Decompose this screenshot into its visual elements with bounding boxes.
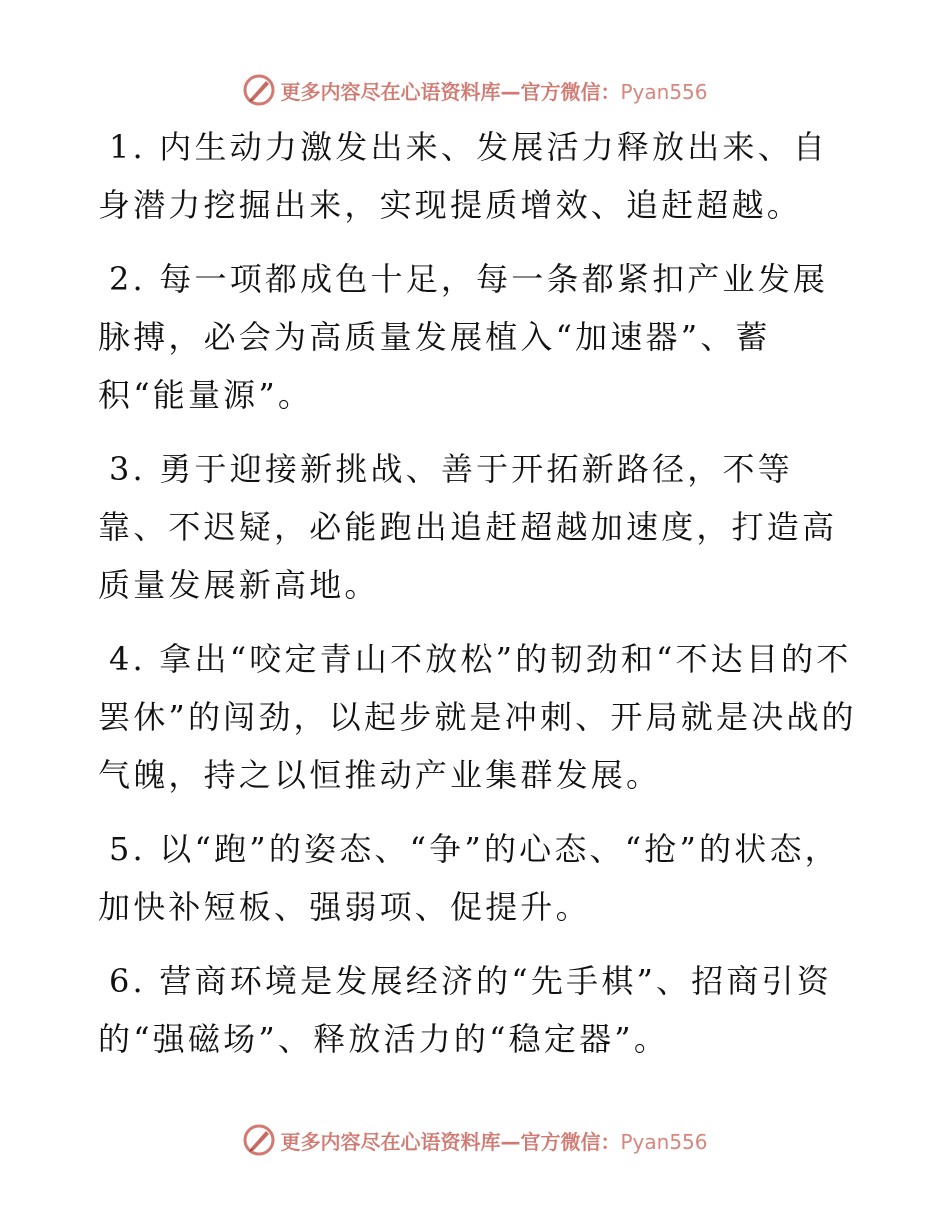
header-watermark-text: 更多内容尽在心语资料库—官方微信： bbox=[280, 79, 621, 104]
footer-watermark-account: Pyan556 bbox=[620, 1129, 708, 1154]
list-item-2: 2. 每一项都成色十足，每一条都紧扣产业发展脉搏，必会为高质量发展植入“加速器”、蓄积“能量源”。 bbox=[98, 260, 829, 414]
header-watermark-account: Pyan556 bbox=[620, 79, 708, 104]
list-item-5: 5. 以“跑”的姿态、“争”的心态、“抢”的状态，加快补短板、强弱项、促提升。 bbox=[98, 830, 840, 926]
list-item-4: 4. 拿出“咬定青山不放松”的韧劲和“不达目的不罢休”的闯劲，以起步就是冲刺、开局就是决战的气魄，持之以恒推动产业集群发展。 bbox=[98, 640, 857, 794]
footer-watermark bbox=[0, 1120, 950, 1160]
pen-logo-icon bbox=[242, 73, 276, 107]
list-item-1: 1. 内生动力激发出来、发展活力释放出来、自身潜力挖掘出来，实现提质增效、追赶超越。 bbox=[98, 128, 829, 224]
list-item-3: 3. 勇于迎接新挑战、善于开拓新路径，不等靠、不迟疑，必能跑出追赶超越加速度，打造高质量发展新高地。 bbox=[98, 450, 838, 604]
pen-logo-icon bbox=[242, 1123, 276, 1157]
footer-watermark-text: 更多内容尽在心语资料库—官方微信： bbox=[280, 1129, 621, 1154]
list-item-6: 6. 营商环境是发展经济的“先手棋”、招商引资的“强磁场”、释放活力的“稳定器”。 bbox=[98, 962, 833, 1058]
document-body bbox=[98, 118, 858, 1084]
header-watermark bbox=[0, 70, 950, 110]
